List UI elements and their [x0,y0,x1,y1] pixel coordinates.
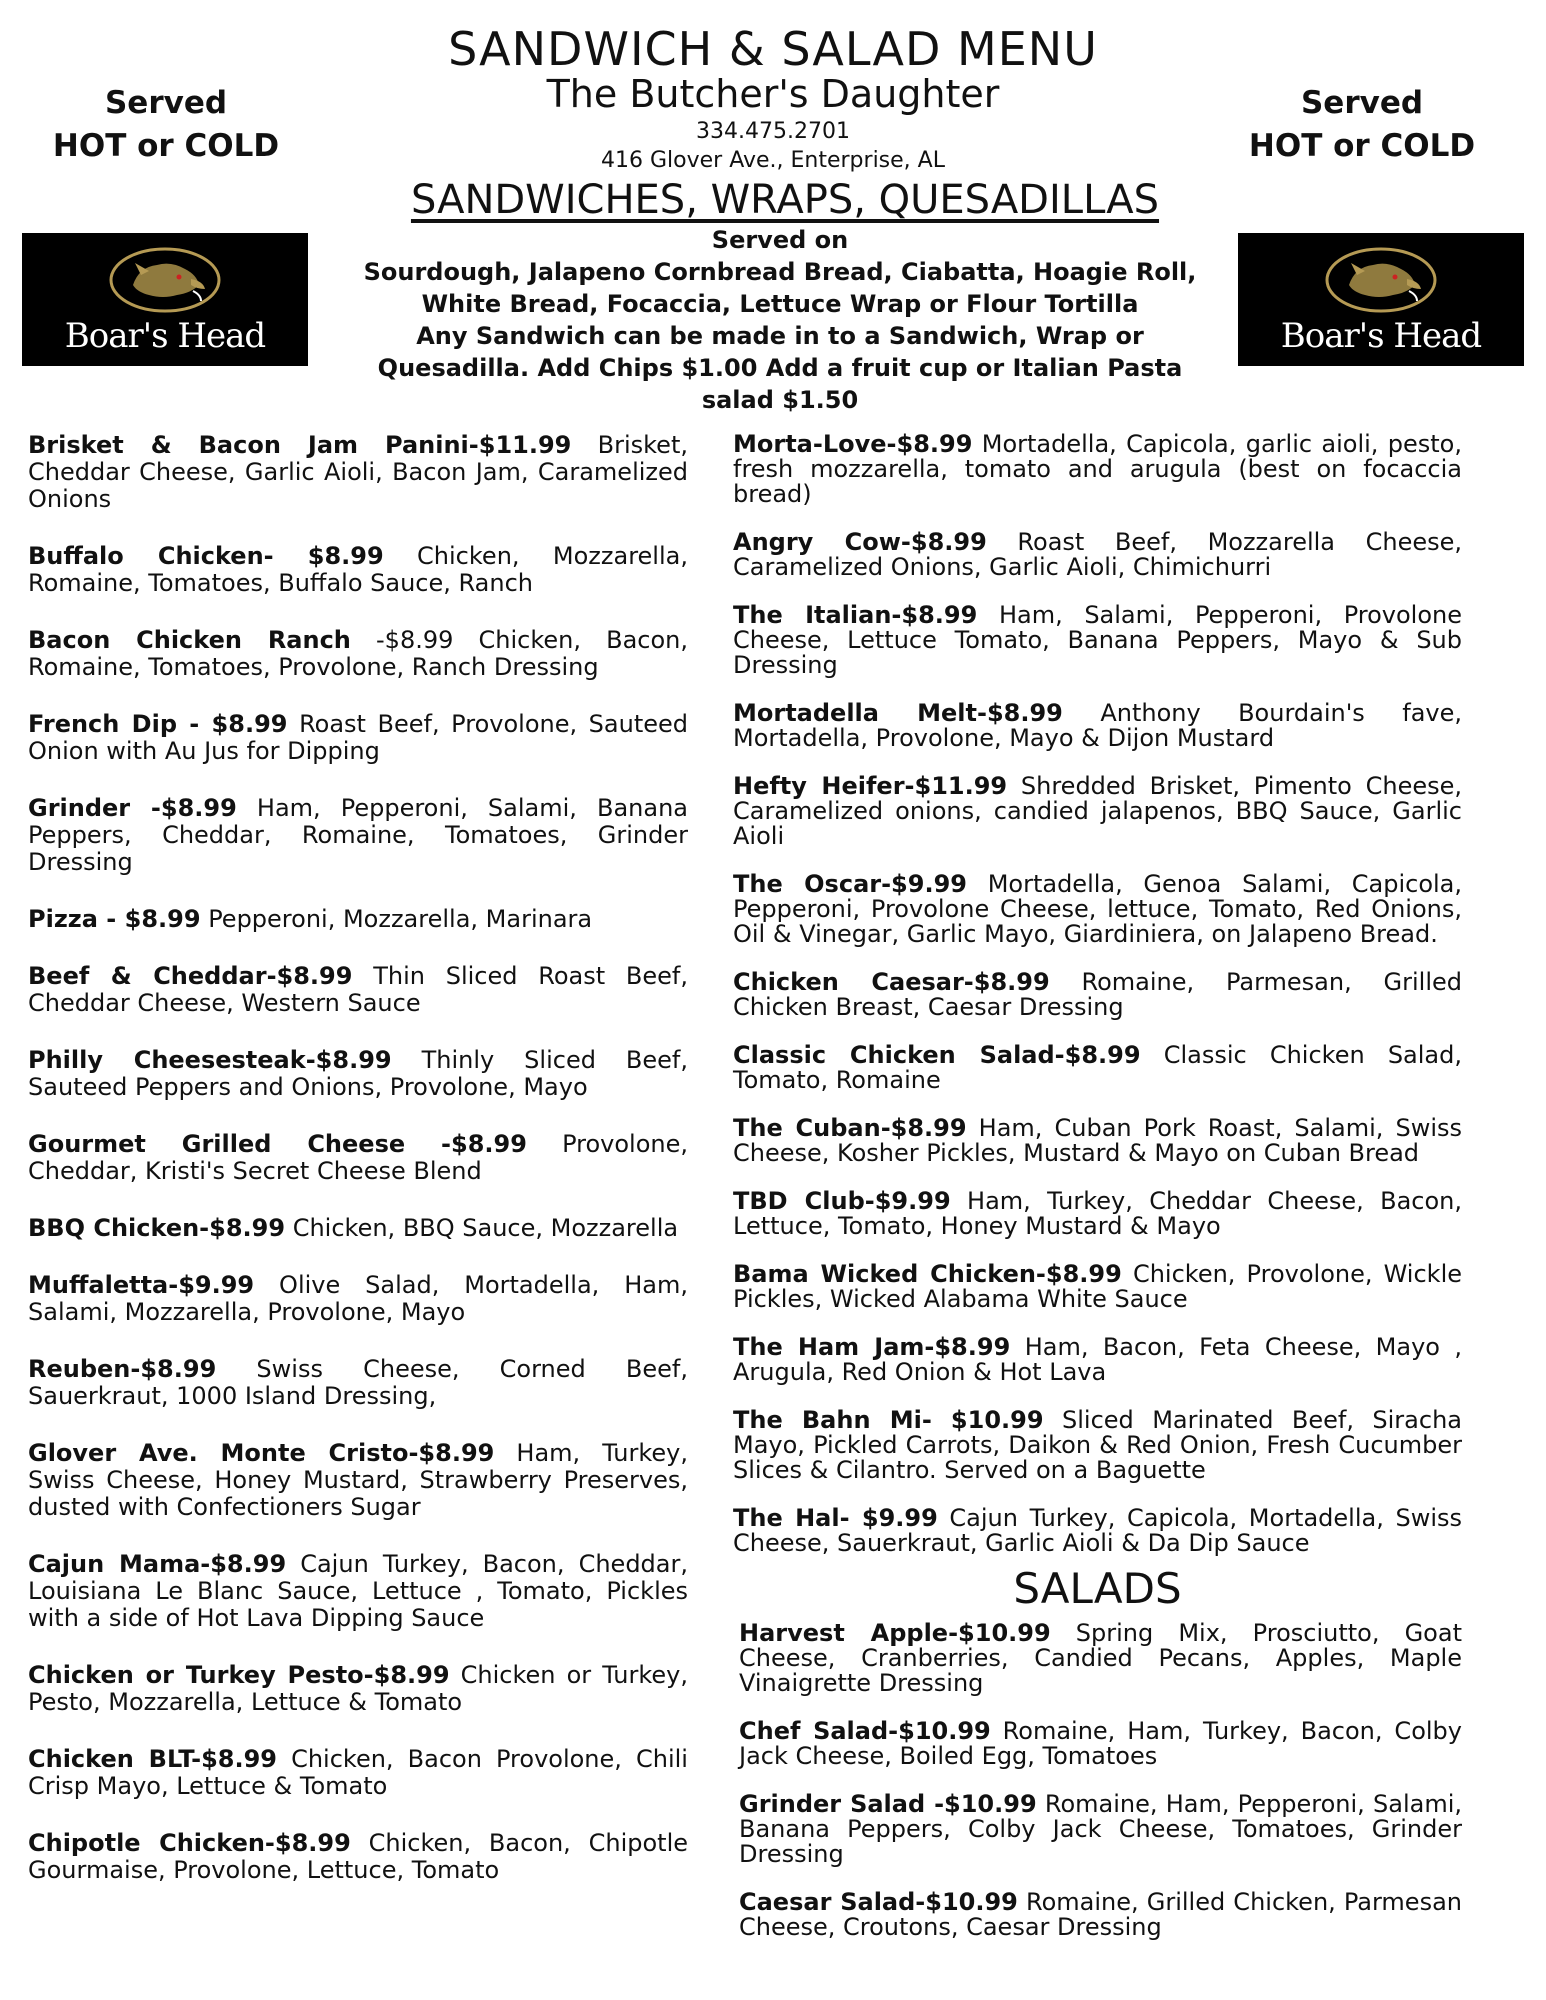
item-description: Chicken, Bacon Provolone, Chili Crisp Mayo, Lettuce & Tomato [28,1745,688,1800]
item-name: Bacon Chicken Ranch [28,626,351,654]
item-name: TBD Club-$9.99 [733,1187,951,1215]
address: 416 Glover Ave., Enterprise, AL [601,148,945,173]
item-name: Beef & Cheddar-$8.99 [28,962,353,990]
item-name: Pizza - $8.99 [28,905,201,933]
item-name: Chipotle Chicken-$8.99 [28,1829,351,1857]
served-hot-cold-left [16,82,316,168]
item-description: Ham, Bacon, Feta Cheese, Mayo , Arugula, Red Onion & Hot Lava [733,1333,1463,1386]
menu-item [733,432,1462,507]
menu-item [28,432,688,513]
menu-item [28,1746,688,1800]
served-hot-cold-right [1212,82,1512,168]
menu-item [733,1116,1462,1166]
item-name: French Dip - $8.99 [28,710,288,738]
item-description: Ham, Turkey, Cheddar Cheese, Bacon, Lettuce, Tomato, Honey Mustard & Mayo [733,1187,1462,1240]
item-description: Romaine, Grilled Chicken, Parmesan Cheese, Croutons, Caesar Dressing [739,1888,1462,1941]
menu-item [733,1506,1462,1556]
item-name: BBQ Chicken-$8.99 [28,1214,286,1242]
boars-head-logo-right [1238,233,1524,366]
item-name: Harvest Apple-$10.99 [739,1619,1051,1647]
menu-item [28,1440,688,1521]
item-description: Cajun Turkey, Capicola, Mortadella, Swiss Cheese, Sauerkraut, Garlic Aioli & Da Dip Sauce [733,1504,1462,1557]
served-on-line: salad $1.50 [701,386,859,414]
salad-list [733,1621,1462,1940]
item-name: Chef Salad-$10.99 [739,1717,991,1745]
item-description: Classic Chicken Salad, Tomato, Romaine [733,1041,1462,1094]
menu-item [28,1830,688,1884]
menu-item [28,1131,688,1185]
hot-cold-label: HOT or COLD [1248,128,1476,164]
item-name: The Bahn Mi- $10.99 [733,1406,1044,1434]
boar-head-icon [105,245,225,315]
menu-item [28,627,688,681]
boars-head-logo-left [22,233,308,366]
item-description: Brisket, Cheddar Cheese, Garlic Aioli, Bacon Jam, Caramelized Onions [28,431,688,513]
served-label: Served [1300,85,1424,121]
item-description: Chicken, Provolone, Wickle Pickles, Wicked Alabama White Sauce [733,1260,1463,1313]
item-name: Brisket & Bacon Jam Panini-$11.99 [28,431,572,459]
menu-item [28,711,688,765]
menu-item [28,1272,688,1326]
menu-item [28,963,688,1017]
item-description: Chicken or Turkey, Pesto, Mozzarella, Lettuce & Tomato [28,1661,688,1716]
item-name: Chicken or Turkey Pesto-$8.99 [28,1661,450,1689]
salad-item [739,1792,1462,1867]
item-description: Ham, Turkey, Swiss Cheese, Honey Mustard, Strawberry Preserves, dusted with Confectioners Sugar [28,1439,688,1521]
item-description: Olive Salad, Mortadella, Ham, Salami, Mozzarella, Provolone, Mayo [28,1271,688,1326]
item-description: Ham, Pepperoni, Salami, Banana Peppers, Cheddar, Romaine, Tomatoes, Grinder Dressing [28,794,688,876]
item-name: Chicken BLT-$8.99 [28,1745,277,1773]
menu-item [733,603,1462,678]
item-name: Grinder Salad -$10.99 [739,1790,1037,1818]
menu-item [733,1189,1462,1239]
item-description: Thin Sliced Roast Beef, Cheddar Cheese, Western Sauce [28,962,688,1017]
salads-heading: SALADS [1013,1564,1182,1613]
menu-item [28,906,688,933]
item-name: Philly Cheesesteak-$8.99 [28,1046,392,1074]
item-name: Muffaletta-$9.99 [28,1271,255,1299]
menu-item [28,795,688,876]
left-menu-column [28,432,688,1914]
menu-item [28,1215,688,1242]
right-menu-column [733,432,1462,1963]
item-description: Mortadella, Genoa Salami, Capicola, Pepperoni, Provolone Cheese, lettuce, Tomato, Red Onions, Oil & Vinegar, Garlic Mayo, Giardiniera, on Jalapeno Bread. [733,870,1463,948]
salad-item [739,1890,1462,1940]
item-description: Chicken, BBQ Sauce, Mozzarella [292,1214,679,1242]
item-name: Morta-Love-$8.99 [733,430,973,458]
menu-item [28,1047,688,1101]
menu-item [733,701,1462,751]
logo-text: Boar's Head [1280,315,1482,356]
item-description: Chicken, Mozzarella, Romaine, Tomatoes, Buffalo Sauce, Ranch [28,542,688,597]
item-name: Classic Chicken Salad-$8.99 [733,1041,1141,1069]
hot-cold-label: HOT or COLD [52,128,280,164]
item-description: -$8.99 Chicken, Bacon, Romaine, Tomatoes, Provolone, Ranch Dressing [28,626,688,681]
menu-item [28,1551,688,1632]
item-description: Ham, Cuban Pork Roast, Salami, Swiss Cheese, Kosher Pickles, Mustard & Mayo on Cuban Bread [733,1114,1463,1167]
menu-item [733,970,1462,1020]
boar-head-icon [1321,245,1441,315]
item-name: Caesar Salad-$10.99 [739,1888,1018,1916]
item-description: Mortadella, Capicola, garlic aioli, pesto, fresh mozzarella, tomato and arugula (best on focaccia bread) [733,430,1462,508]
item-name: Cajun Mama-$8.99 [28,1550,287,1578]
item-name: The Hal- $9.99 [733,1504,938,1532]
menu-item [733,872,1462,947]
item-name: Reuben-$8.99 [28,1355,217,1383]
item-name: Mortadella Melt-$8.99 [733,699,1063,727]
item-description: Provolone, Cheddar, Kristi's Secret Cheese Blend [28,1130,688,1185]
menu-item [733,530,1462,580]
item-description: Spring Mix, Prosciutto, Goat Cheese, Cranberries, Candied Pecans, Apples, Maple Vinaigrette Dressing [739,1619,1462,1697]
menu-item [28,1662,688,1716]
item-description: Romaine, Parmesan, Grilled Chicken Breast, Caesar Dressing [733,968,1462,1021]
menu-title: SANDWICH & SALAD MENU [448,22,1098,76]
item-name: Buffalo Chicken- $8.99 [28,542,384,570]
item-description: Pepperoni, Mozzarella, Marinara [208,905,593,933]
item-description: Cajun Turkey, Bacon, Cheddar, Louisiana Le Blanc Sauce, Lettuce , Tomato, Pickles with a side of Hot Lava Dipping Sauce [28,1550,688,1632]
item-description: Shredded Brisket, Pimento Cheese, Caramelized onions, candied jalapenos, BBQ Sauce, Garlic Aioli [733,772,1462,850]
served-on-line: Quesadilla. Add Chips $1.00 Add a fruit cup or Italian Pasta [377,354,1183,382]
item-description: Roast Beef, Mozzarella Cheese, Caramelized Onions, Garlic Aioli, Chimichurri [733,528,1463,581]
served-on-block [340,224,1220,416]
salad-item [739,1719,1462,1769]
item-description: Ham, Salami, Pepperoni, Provolone Cheese, Lettuce Tomato, Banana Peppers, Mayo & Sub Dressing [733,601,1463,679]
menu-item [28,1356,688,1410]
item-description: Anthony Bourdain's fave, Mortadella, Provolone, Mayo & Dijon Mustard [733,699,1462,752]
item-name: Chicken Caesar-$8.99 [733,968,1050,996]
section-heading: SANDWICHES, WRAPS, QUESADILLAS [410,177,1160,223]
item-name: The Ham Jam-$8.99 [733,1333,1011,1361]
served-label: Served [104,85,228,121]
item-description: Thinly Sliced Beef, Sauteed Peppers and Onions, Provolone, Mayo [28,1046,688,1101]
phone-number: 334.475.2701 [696,119,850,144]
item-description: Romaine, Ham, Turkey, Bacon, Colby Jack Cheese, Boiled Egg, Tomatoes [739,1717,1462,1770]
served-on-line: White Bread, Focaccia, Lettuce Wrap or Flour Tortilla [421,290,1139,318]
item-name: Hefty Heifer-$11.99 [733,772,1008,800]
menu-item [28,543,688,597]
restaurant-name: The Butcher's Daughter [546,72,1000,116]
menu-item [733,1043,1462,1093]
served-on-line: Any Sandwich can be made in to a Sandwich, Wrap or [416,322,1144,350]
item-description: Roast Beef, Provolone, Sauteed Onion with Au Jus for Dipping [28,710,689,765]
item-name: The Italian-$8.99 [733,601,978,629]
served-on-line: Served on [711,226,849,254]
item-name: The Oscar-$9.99 [733,870,967,898]
item-name: Angry Cow-$8.99 [733,528,987,556]
item-name: Bama Wicked Chicken-$8.99 [733,1260,1122,1288]
item-description: Chicken, Bacon, Chipotle Gourmaise, Provolone, Lettuce, Tomato [28,1829,688,1884]
item-description: Swiss Cheese, Corned Beef, Sauerkraut, 1000 Island Dressing, [28,1355,688,1410]
menu-item [733,1335,1462,1385]
logo-text: Boar's Head [64,315,266,356]
item-name: The Cuban-$8.99 [733,1114,967,1142]
salad-item [739,1621,1462,1696]
item-description: Sliced Marinated Beef, Siracha Mayo, Pickled Carrots, Daikon & Red Onion, Fresh Cucumber Slices & Cilantro. Served on a Baguette [733,1406,1462,1484]
item-description: Romaine, Ham, Pepperoni, Salami, Banana Peppers, Colby Jack Cheese, Tomatoes, Grinder Dressing [739,1790,1462,1868]
menu-item [733,1408,1462,1483]
menu-item [733,774,1462,849]
item-name: Gourmet Grilled Cheese -$8.99 [28,1130,527,1158]
served-on-line: Sourdough, Jalapeno Cornbread Bread, Ciabatta, Hoagie Roll, [363,258,1197,286]
item-name: Grinder -$8.99 [28,794,237,822]
menu-item [733,1262,1462,1312]
item-name: Glover Ave. Monte Cristo-$8.99 [28,1439,495,1467]
